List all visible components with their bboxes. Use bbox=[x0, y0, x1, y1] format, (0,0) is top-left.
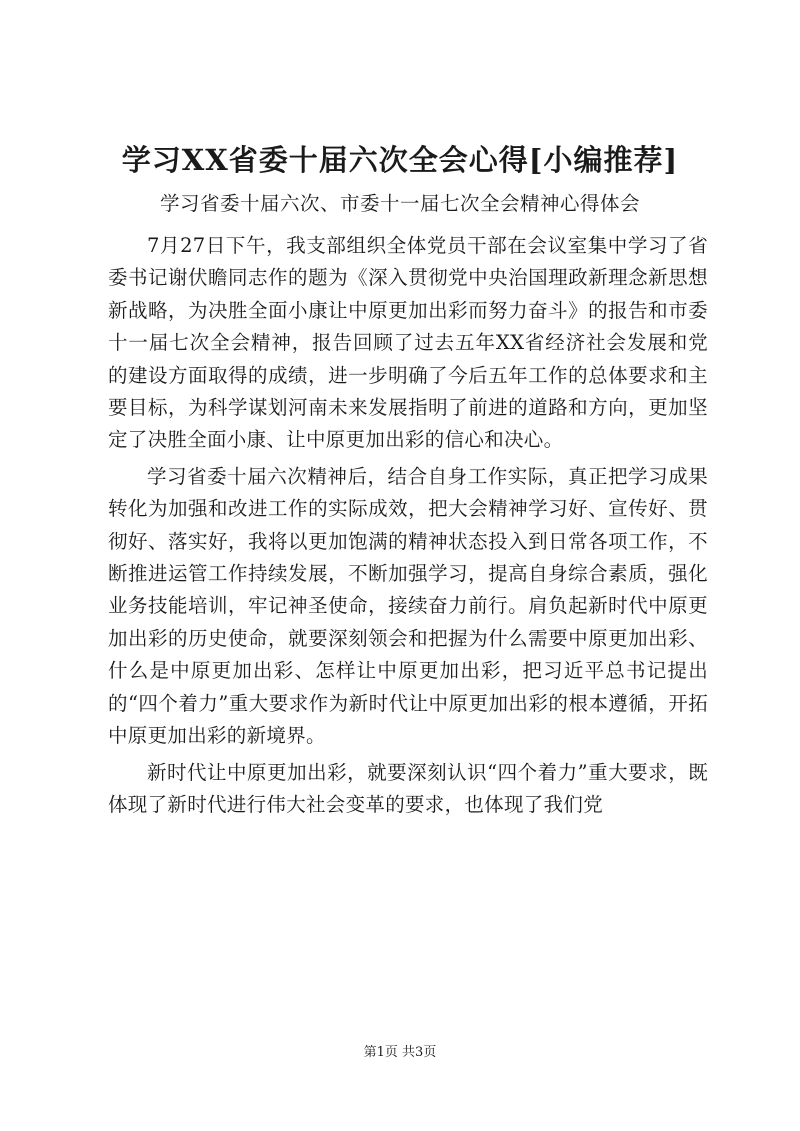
page-footer: 第1页 共3页 bbox=[363, 1045, 437, 1060]
paragraph: 7月27日下午，我支部组织全体党员干部在会议室集中学习了省委书记谢伏瞻同志作的题为《深入贯彻党中央治国理政新理念新思想新战略，为决胜全面小康让中原更加出彩而努力奋斗》的报告和市委十一届七次全会精神，报告回顾了过去五年XX省经济社会发展和党的建设方面取得的成绩，进一步明确了今后五年工作的总体要求和主要目标，为科学谋划河南未来发展指明了前进的道路和方向，更加坚定了决胜全面小康、让中原更加出彩的信心和决心。 bbox=[108, 234, 708, 452]
document-body bbox=[108, 230, 708, 825]
paragraph: 新时代让中原更加出彩，就要深刻认识“四个着力”重大要求，既体现了新时代进行伟大社会变革的要求，也体现了我们党 bbox=[108, 760, 708, 816]
document-title: 学习XX省委十届六次全会心得[小编推荐] bbox=[121, 143, 679, 177]
paragraph: 学习省委十届六次精神后，结合自身工作实际，真正把学习成果转化为加强和改进工作的实际成效，把大会精神学习好、宣传好、贯彻好、落实好，我将以更加饱满的精神状态投入到日常各项工作，不断推进运管工作持续发展，不断加强学习，提高自身综合素质，强化业务技能培训，牢记神圣使命，接续奋力前行。肩负起新时代中原更加出彩的历史使命，就要深刻领会和把握为什么需要中原更加出彩、什么是中原更加出彩、怎样让中原更加出彩，把习近平总书记提出的“四个着力”重大要求作为新时代让中原更加出彩的根本遵循，开拓中原更加出彩的新境界。 bbox=[108, 464, 708, 748]
document-subtitle: 学习省委十届六次、市委十一届七次全会精神心得体会 bbox=[159, 192, 640, 215]
